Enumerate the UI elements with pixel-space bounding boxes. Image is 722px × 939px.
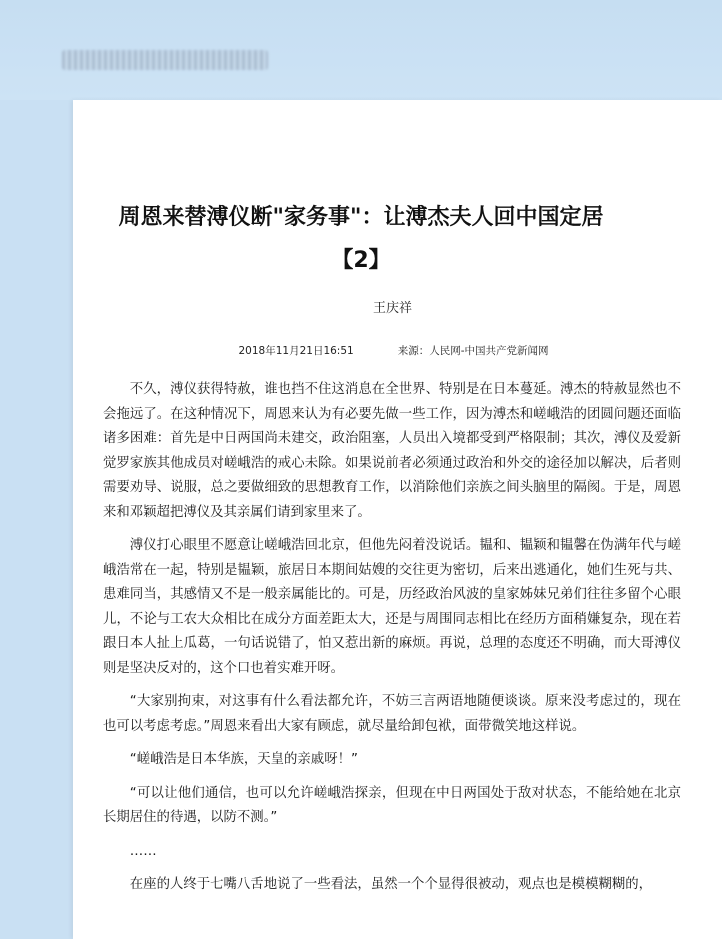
article-source: 来源：人民网-中国共产党新闻网 bbox=[397, 345, 549, 357]
article-author: 王庆祥 bbox=[372, 301, 412, 316]
article-date: 2018年11月21日16:51 bbox=[238, 345, 354, 357]
paragraph: “可以让他们通信，也可以允许嵯峨浩探亲，但现在中日两国处于敌对状态，不能给她在北京长期居住的待遇，以防不测。” bbox=[103, 785, 681, 825]
paragraph: 溥仪打心眼里不愿意让嵯峨浩回北京，但他先闷着没说话。韫和、韫颖和韫馨在伪满年代与嵯峨浩常在一起，特别是韫颖，旅居日本期间姑嫂的交往更为密切，后来出逃通化，她们生死与共、患难同当，其感情又不是一般亲属能比的。可是，历经政治风波的皇家姊妹兄弟们往往多留个心眼儿，不论与工农大众相比在成分方面差距太大，还是与周围同志相比在经历方面稍嫌复杂，现在若跟日本人扯上瓜葛，一句话说错了，怕又惹出新的麻烦。再说，总理的态度还不明确，而大哥溥仪则是坚决反对的，这个口也着实难开呀。 bbox=[103, 538, 681, 676]
article-body bbox=[103, 378, 681, 907]
article-title-line-2: 【2】 bbox=[331, 248, 391, 273]
site-logo[interactable] bbox=[62, 50, 268, 70]
article-meta bbox=[0, 343, 722, 358]
paragraph: 在座的人终于七嘴八舌地说了一些看法，虽然一个个显得很被动，观点也是模模糊糊的， bbox=[129, 877, 653, 892]
paragraph: “大家别拘束，对这事有什么看法都允许，不妨三言两语地随便谈谈。原来没考虑过的，现在也可以考虑考虑。”周恩来看出大家有顾虑，就尽量给卸包袱，面带微笑地这样说。 bbox=[103, 694, 681, 734]
article-title-line-1: 周恩来替溥仪断"家务事"：让溥杰夫人回中国定居 bbox=[118, 205, 604, 230]
paragraph: “嵯峨浩是日本华族，天皇的亲戚呀！” bbox=[129, 752, 358, 767]
paragraph: 不久，溥仪获得特赦，谁也挡不住这消息在全世界、特别是在日本蔓延。溥杰的特赦显然也不会拖远了。在这种情况下，周恩来认为有必要先做一些工作，因为溥杰和嵯峨浩的团圆问题还面临诸多困难：首先是中日两国尚未建交，政治阻塞，人员出入境都受到严格限制；其次，溥仪及爱新觉罗家族其他成员对嵯峨浩的戒心未除。如果说前者必须通过政治和外交的途径加以解决，后者则需要劝导、说服，总之要做细致的思想教育工作，以消除他们亲族之间头脑里的隔阂。于是，周恩来和邓颖超把溥仪及其亲属们请到家里来了。 bbox=[103, 382, 681, 520]
article-title bbox=[0, 196, 722, 282]
paragraph: …… bbox=[129, 843, 157, 859]
